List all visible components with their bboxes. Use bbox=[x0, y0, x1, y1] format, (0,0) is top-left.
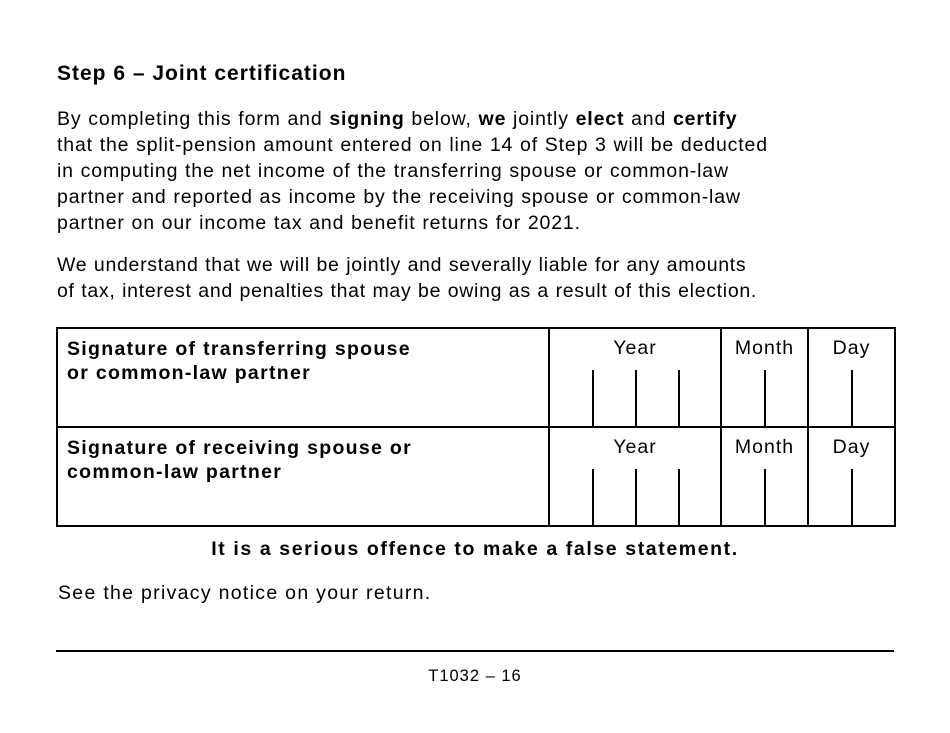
paragraph-line: partner and reported as income by the receiving spouse or common-law bbox=[57, 186, 741, 208]
paragraph-bold-certify: certify bbox=[672, 108, 738, 130]
digit-divider bbox=[592, 469, 594, 525]
day-digit-boxes bbox=[809, 370, 894, 426]
paragraph-line: We understand that we will be jointly and severally liable for any amounts bbox=[57, 254, 747, 276]
paragraph-text: below, bbox=[404, 108, 479, 130]
paragraph-line: in computing the net income of the transferring spouse or common-law bbox=[57, 160, 729, 182]
receiving-day-field[interactable] bbox=[808, 427, 895, 526]
paragraph-bold-elect: elect bbox=[575, 108, 625, 130]
transferring-day-field[interactable] bbox=[808, 328, 895, 427]
month-digit-boxes bbox=[722, 469, 807, 525]
digit-divider bbox=[678, 469, 680, 525]
month-digit-boxes bbox=[722, 370, 807, 426]
paragraph-bold-we: we bbox=[478, 108, 507, 130]
digit-divider bbox=[851, 370, 853, 426]
paragraph-line: of tax, interest and penalties that may be owing as a result of this election. bbox=[57, 280, 758, 302]
paragraph-text: By completing this form and bbox=[57, 108, 330, 130]
month-label: Month bbox=[734, 337, 795, 359]
digit-divider bbox=[678, 370, 680, 426]
table-row bbox=[57, 427, 895, 526]
paragraph-text: and bbox=[624, 108, 673, 130]
transferring-year-field[interactable] bbox=[549, 328, 721, 427]
transferring-month-field[interactable] bbox=[721, 328, 808, 427]
year-digit-boxes bbox=[550, 469, 720, 525]
paragraph-bold-signing: signing bbox=[329, 108, 405, 130]
liability-paragraph bbox=[57, 252, 907, 304]
year-label: Year bbox=[613, 436, 657, 458]
paragraph-line: that the split-pension amount entered on line 14 of Step 3 will be deducted bbox=[57, 134, 768, 156]
false-statement-warning: It is a serious offence to make a false statement. bbox=[211, 538, 739, 560]
table-row bbox=[57, 328, 895, 427]
signature-label: Signature of receiving spouse or bbox=[67, 437, 413, 459]
step-title: Step 6 – Joint certification bbox=[57, 62, 347, 85]
signature-label: Signature of transferring spouse bbox=[67, 338, 411, 360]
year-label: Year bbox=[613, 337, 657, 359]
signature-label: common-law partner bbox=[67, 461, 283, 483]
day-digit-boxes bbox=[809, 469, 894, 525]
digit-divider bbox=[635, 469, 637, 525]
digit-divider bbox=[851, 469, 853, 525]
receiving-year-field[interactable] bbox=[549, 427, 721, 526]
year-digit-boxes bbox=[550, 370, 720, 426]
digit-divider bbox=[764, 370, 766, 426]
digit-divider bbox=[764, 469, 766, 525]
footer-divider bbox=[56, 650, 894, 652]
paragraph-text: jointly bbox=[506, 108, 576, 130]
signature-table bbox=[56, 327, 896, 527]
transferring-spouse-signature-field[interactable] bbox=[57, 328, 549, 427]
page-footer: T1032 – 16 bbox=[428, 667, 522, 685]
digit-divider bbox=[592, 370, 594, 426]
certification-paragraph bbox=[57, 106, 907, 236]
signature-label: or common-law partner bbox=[67, 362, 311, 384]
day-label: Day bbox=[832, 337, 871, 359]
receiving-spouse-signature-field[interactable] bbox=[57, 427, 549, 526]
digit-divider bbox=[635, 370, 637, 426]
receiving-month-field[interactable] bbox=[721, 427, 808, 526]
month-label: Month bbox=[734, 436, 795, 458]
day-label: Day bbox=[832, 436, 871, 458]
paragraph-line: partner on our income tax and benefit returns for 2021. bbox=[57, 212, 581, 234]
privacy-notice: See the privacy notice on your return. bbox=[58, 582, 432, 604]
